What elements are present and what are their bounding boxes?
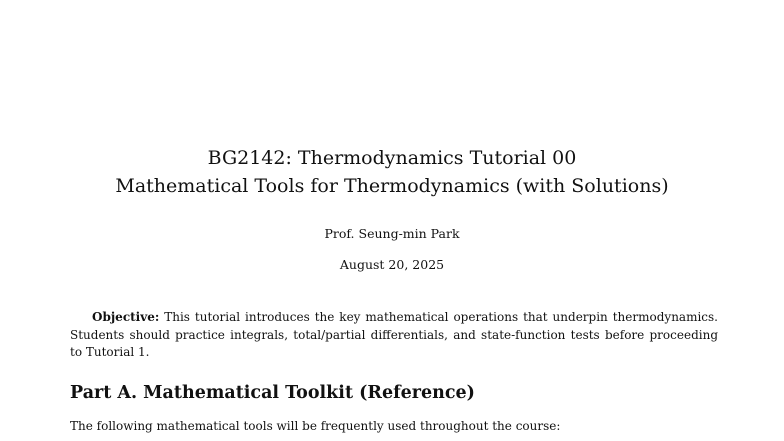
section-intro-text: The following mathematical tools will be frequently used throughout the course: xyxy=(70,419,561,433)
objective-text: This tutorial introduces the key mathematical operations that underpin thermodynamics. Students should practice integrals, total/partial differentials, and state-function tests before proceeding to Tutorial 1. xyxy=(70,310,718,359)
objective-paragraph xyxy=(70,309,718,362)
objective-label: Objective: xyxy=(92,310,160,324)
section-heading-part-a: Part A. Mathematical Toolkit (Reference) xyxy=(70,383,475,403)
document-title-line-1: BG2142: Thermodynamics Tutorial 00 xyxy=(207,147,577,169)
document-title-line-2: Mathematical Tools for Thermodynamics (with Solutions) xyxy=(115,175,669,197)
document-date: August 20, 2025 xyxy=(339,257,445,272)
author-name: Prof. Seung-min Park xyxy=(324,226,460,241)
